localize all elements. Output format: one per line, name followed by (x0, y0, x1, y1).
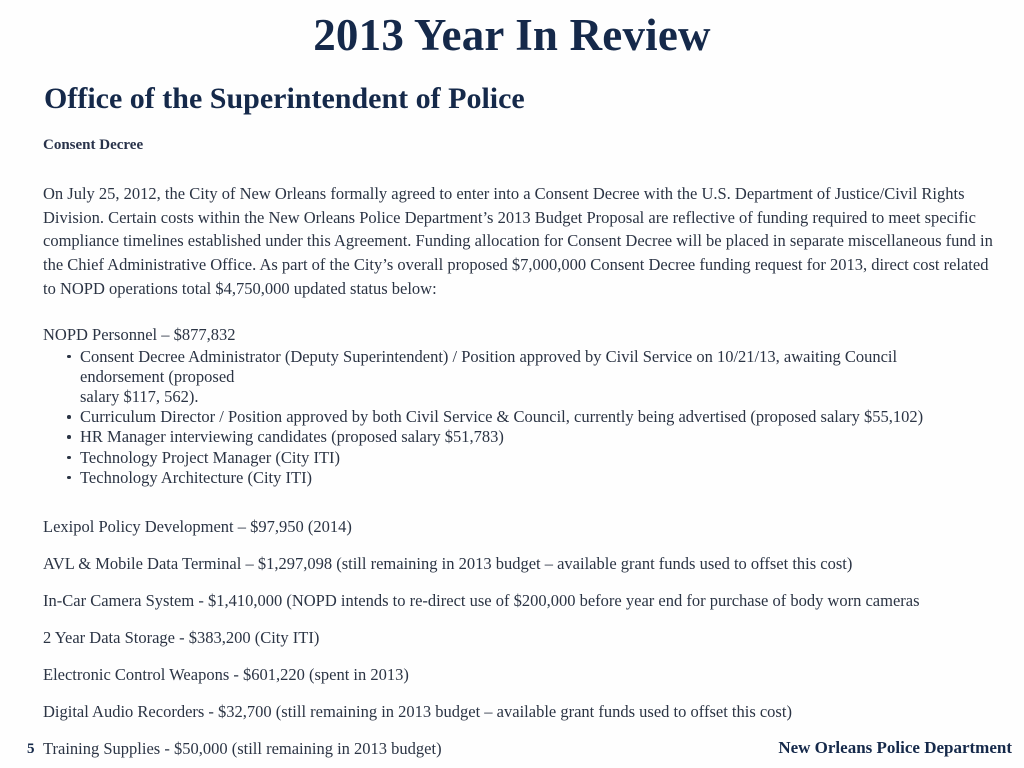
list-item (43, 407, 1003, 427)
bullet-dot-icon (67, 415, 71, 419)
cost-line: 2 Year Data Storage - $383,200 (City ITI) (43, 627, 320, 647)
list-item (43, 448, 1003, 468)
cost-line: AVL & Mobile Data Terminal – $1,297,098 (still remaining in 2013 budget – available grant funds used to offset this cost) (43, 553, 853, 573)
list-item (43, 427, 1003, 447)
bullet-line: Consent Decree Administrator (Deputy Superintendent) / Position approved by Civil Service on 10/21/13, awaiting Council (80, 346, 898, 366)
bullet-line: Technology Architecture (City ITI) (80, 467, 313, 487)
personnel-bullet-list (43, 347, 1003, 488)
page-subtitle: Office of the Superintendent of Police (44, 82, 525, 115)
section-heading-consent-decree: Consent Decree (43, 137, 144, 153)
cost-line: Lexipol Policy Development – $97,950 (2014) (43, 516, 352, 536)
bullet-dot-icon (67, 456, 71, 460)
nopd-personnel-total: NOPD Personnel – $877,832 (43, 324, 236, 344)
footer-organization: New Orleans Police Department (778, 738, 1012, 757)
cost-line: Digital Audio Recorders - $32,700 (still remaining in 2013 budget – available grant funds used to offset this cost) (43, 701, 792, 721)
cost-line: Electronic Control Weapons - $601,220 (spent in 2013) (43, 664, 409, 684)
footer-page-number: 5 (27, 741, 35, 757)
bullet-dot-icon (67, 435, 71, 439)
bullet-line: Technology Project Manager (City ITI) (80, 447, 341, 467)
list-item (43, 347, 1003, 408)
list-item (43, 468, 1003, 488)
bullet-line: HR Manager interviewing candidates (proposed salary $51,783) (80, 427, 504, 447)
bullet-line: Curriculum Director / Position approved by both Civil Service & Council, currently being advertised (proposed salary $55,102) (80, 407, 924, 427)
slide-body (43, 136, 1003, 760)
cost-line: In-Car Camera System - $1,410,000 (NOPD intends to re-direct use of $200,000 before year end for purchase of body worn cameras (43, 590, 920, 610)
bullet-line: endorsement (proposed (80, 366, 235, 386)
cost-line-list (43, 515, 1003, 761)
bullet-dot-icon (67, 355, 71, 359)
intro-paragraph: On July 25, 2012, the City of New Orleans formally agreed to enter into a Consent Decree with the U.S. Department of Justice/Civil Rights Division. Certain costs within the New Orleans Police Department’s 2013 Budget Proposal are reflective of funding required to meet specific compliance timelines established under this Agreement. Funding allocation for Consent Decree will be placed in separate miscellaneous fund in the Chief Administrative Office. As part of the City’s overall proposed $7,000,000 Consent Decree funding request for 2013, direct cost related to NOPD operations total $4,750,000 updated status below: (43, 183, 993, 298)
bullet-dot-icon (67, 476, 71, 480)
bullet-line: salary $117, 562). (80, 386, 199, 406)
cost-line: Training Supplies - $50,000 (still remaining in 2013 budget) (43, 738, 442, 758)
page-title: 2013 Year In Review (313, 10, 711, 60)
